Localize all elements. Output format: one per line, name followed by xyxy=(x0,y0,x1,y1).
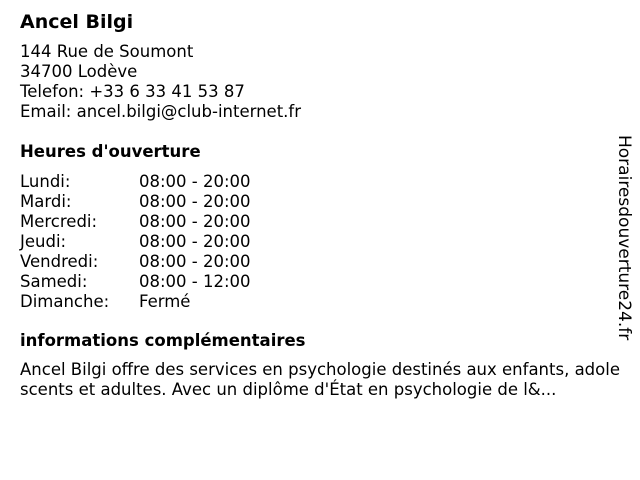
site-watermark: Horairesdouverture24.fr xyxy=(614,135,634,341)
hours-row-saturday xyxy=(20,272,620,292)
time-value: 08:00 - 20:00 xyxy=(139,212,251,231)
time-value: 08:00 - 20:00 xyxy=(139,252,251,271)
hours-row-thursday xyxy=(20,232,620,252)
day-label: Mardi: xyxy=(20,192,72,211)
hours-row-sunday xyxy=(20,292,620,312)
hours-row-friday xyxy=(20,252,620,272)
info-heading: informations complémentaires xyxy=(20,331,306,350)
address-city: 34700 Lodève xyxy=(20,62,138,81)
info-description: Ancel Bilgi offre des services en psychologie destinés aux enfants, adolescents et adultes. Avec un diplôme d'État en psychologie de l&... xyxy=(20,360,620,399)
phone-number: Telefon: +33 6 33 41 53 87 xyxy=(20,82,245,101)
time-value: 08:00 - 20:00 xyxy=(139,192,251,211)
day-label: Lundi: xyxy=(20,172,71,191)
hours-row-wednesday xyxy=(20,212,620,232)
business-card xyxy=(20,11,620,400)
day-label: Vendredi: xyxy=(20,252,99,271)
hours-heading: Heures d'ouverture xyxy=(20,142,201,161)
contact-block xyxy=(20,42,620,122)
day-label: Jeudi: xyxy=(20,232,67,251)
time-value: 08:00 - 20:00 xyxy=(139,232,251,251)
time-value: 08:00 - 12:00 xyxy=(139,272,251,291)
hours-row-monday xyxy=(20,172,620,192)
business-name: Ancel Bilgi xyxy=(20,11,134,33)
day-label: Dimanche: xyxy=(20,292,110,311)
day-label: Samedi: xyxy=(20,272,88,291)
day-label: Mercredi: xyxy=(20,212,98,231)
opening-hours-table xyxy=(20,172,620,312)
address-street: 144 Rue de Soumont xyxy=(20,42,194,61)
time-value: Fermé xyxy=(139,292,191,311)
hours-row-tuesday xyxy=(20,192,620,212)
time-value: 08:00 - 20:00 xyxy=(139,172,251,191)
email-address: Email: ancel.bilgi@club-internet.fr xyxy=(20,102,302,121)
